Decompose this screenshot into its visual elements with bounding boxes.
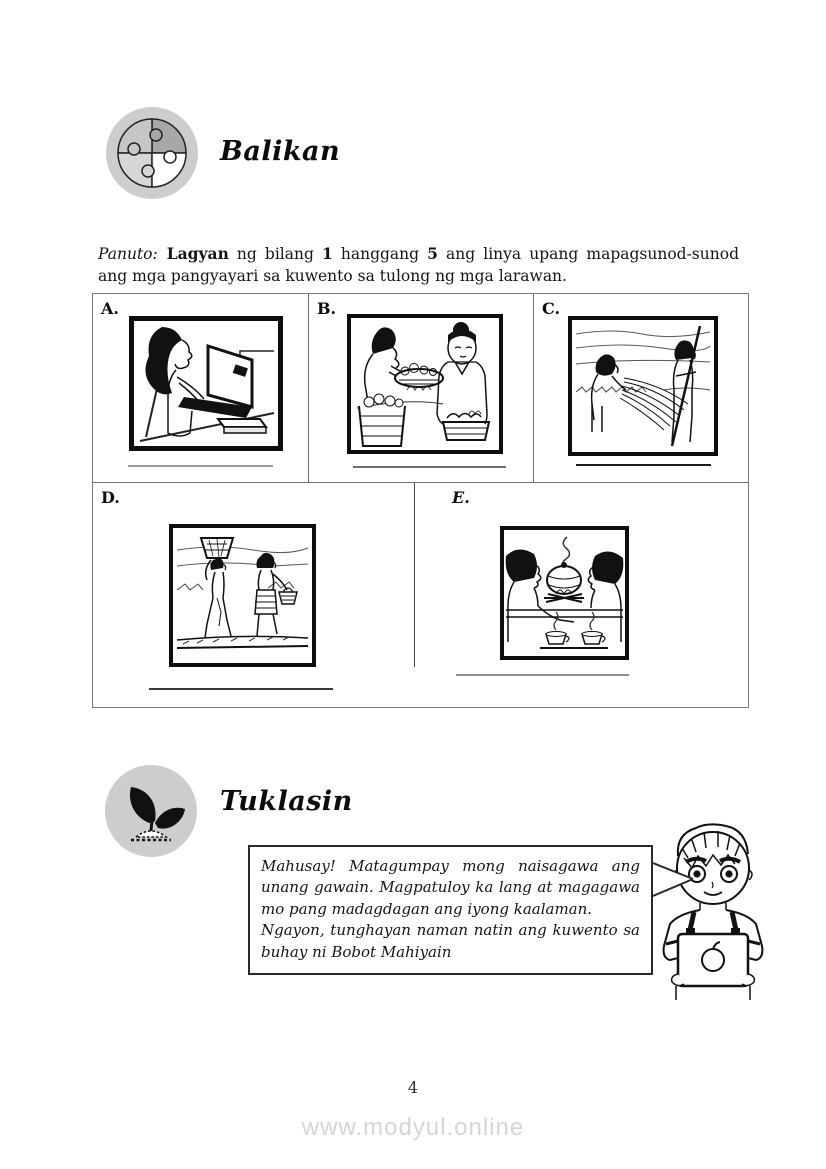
instruction-number-5: 5	[427, 244, 438, 263]
illustration-b	[347, 314, 503, 454]
panuto-label: Panuto:	[98, 245, 158, 263]
balikan-title: Balikan	[220, 136, 341, 167]
cell-c	[534, 294, 748, 483]
seedling-icon	[105, 765, 197, 861]
cell-a	[93, 294, 309, 483]
illustration-a	[129, 316, 283, 451]
cell-b	[309, 294, 534, 483]
watermark: www.modyul.online	[301, 1114, 525, 1141]
illustration-e	[500, 526, 629, 660]
answer-line-a	[128, 465, 273, 467]
sequencing-table	[92, 293, 749, 708]
speech-bubble	[248, 845, 653, 975]
page-number: 4	[407, 1078, 419, 1097]
tuklasin-title: Tuklasin	[220, 786, 353, 817]
illustration-d	[169, 524, 316, 667]
cell-e	[414, 483, 748, 707]
panuto-instruction: Panuto: Lagyan ng bilang 1 hanggang 5 ang linya upang mapagsunod-sunod ang mga pangyayari sa kuwento sa tulong ng mga larawan.	[98, 244, 739, 285]
cell-d	[93, 483, 414, 707]
bubble-paragraph-2: Ngayon, tunghayan naman natin ang kuwento sa buhay ni Bobot Mahiyain	[261, 921, 640, 961]
cell-d-label: D.	[101, 488, 120, 507]
cell-a-label: A.	[101, 299, 119, 318]
bubble-paragraph-1: Mahusay! Matagumpay mong naisagawa ang unang gawain. Magpatuloy ka lang at magagawa mo pang madagdagan ang iyong kaalaman.	[261, 857, 640, 918]
boy-with-tablet-illustration	[648, 818, 778, 1006]
puzzle-icon	[105, 106, 199, 204]
illustration-c	[568, 316, 718, 456]
table-divider	[414, 483, 415, 667]
speech-bubble-pointer	[653, 860, 697, 904]
cell-b-label: B.	[317, 299, 337, 318]
answer-line-c	[576, 464, 711, 466]
cell-c-label: C.	[542, 299, 561, 318]
instruction-number-1: 1	[321, 244, 333, 263]
cell-e-label: E.	[452, 488, 470, 507]
answer-line-d	[149, 688, 333, 690]
instruction-bold-word: Lagyan	[166, 244, 229, 263]
answer-line-b	[353, 466, 506, 468]
answer-line-e	[456, 674, 629, 676]
